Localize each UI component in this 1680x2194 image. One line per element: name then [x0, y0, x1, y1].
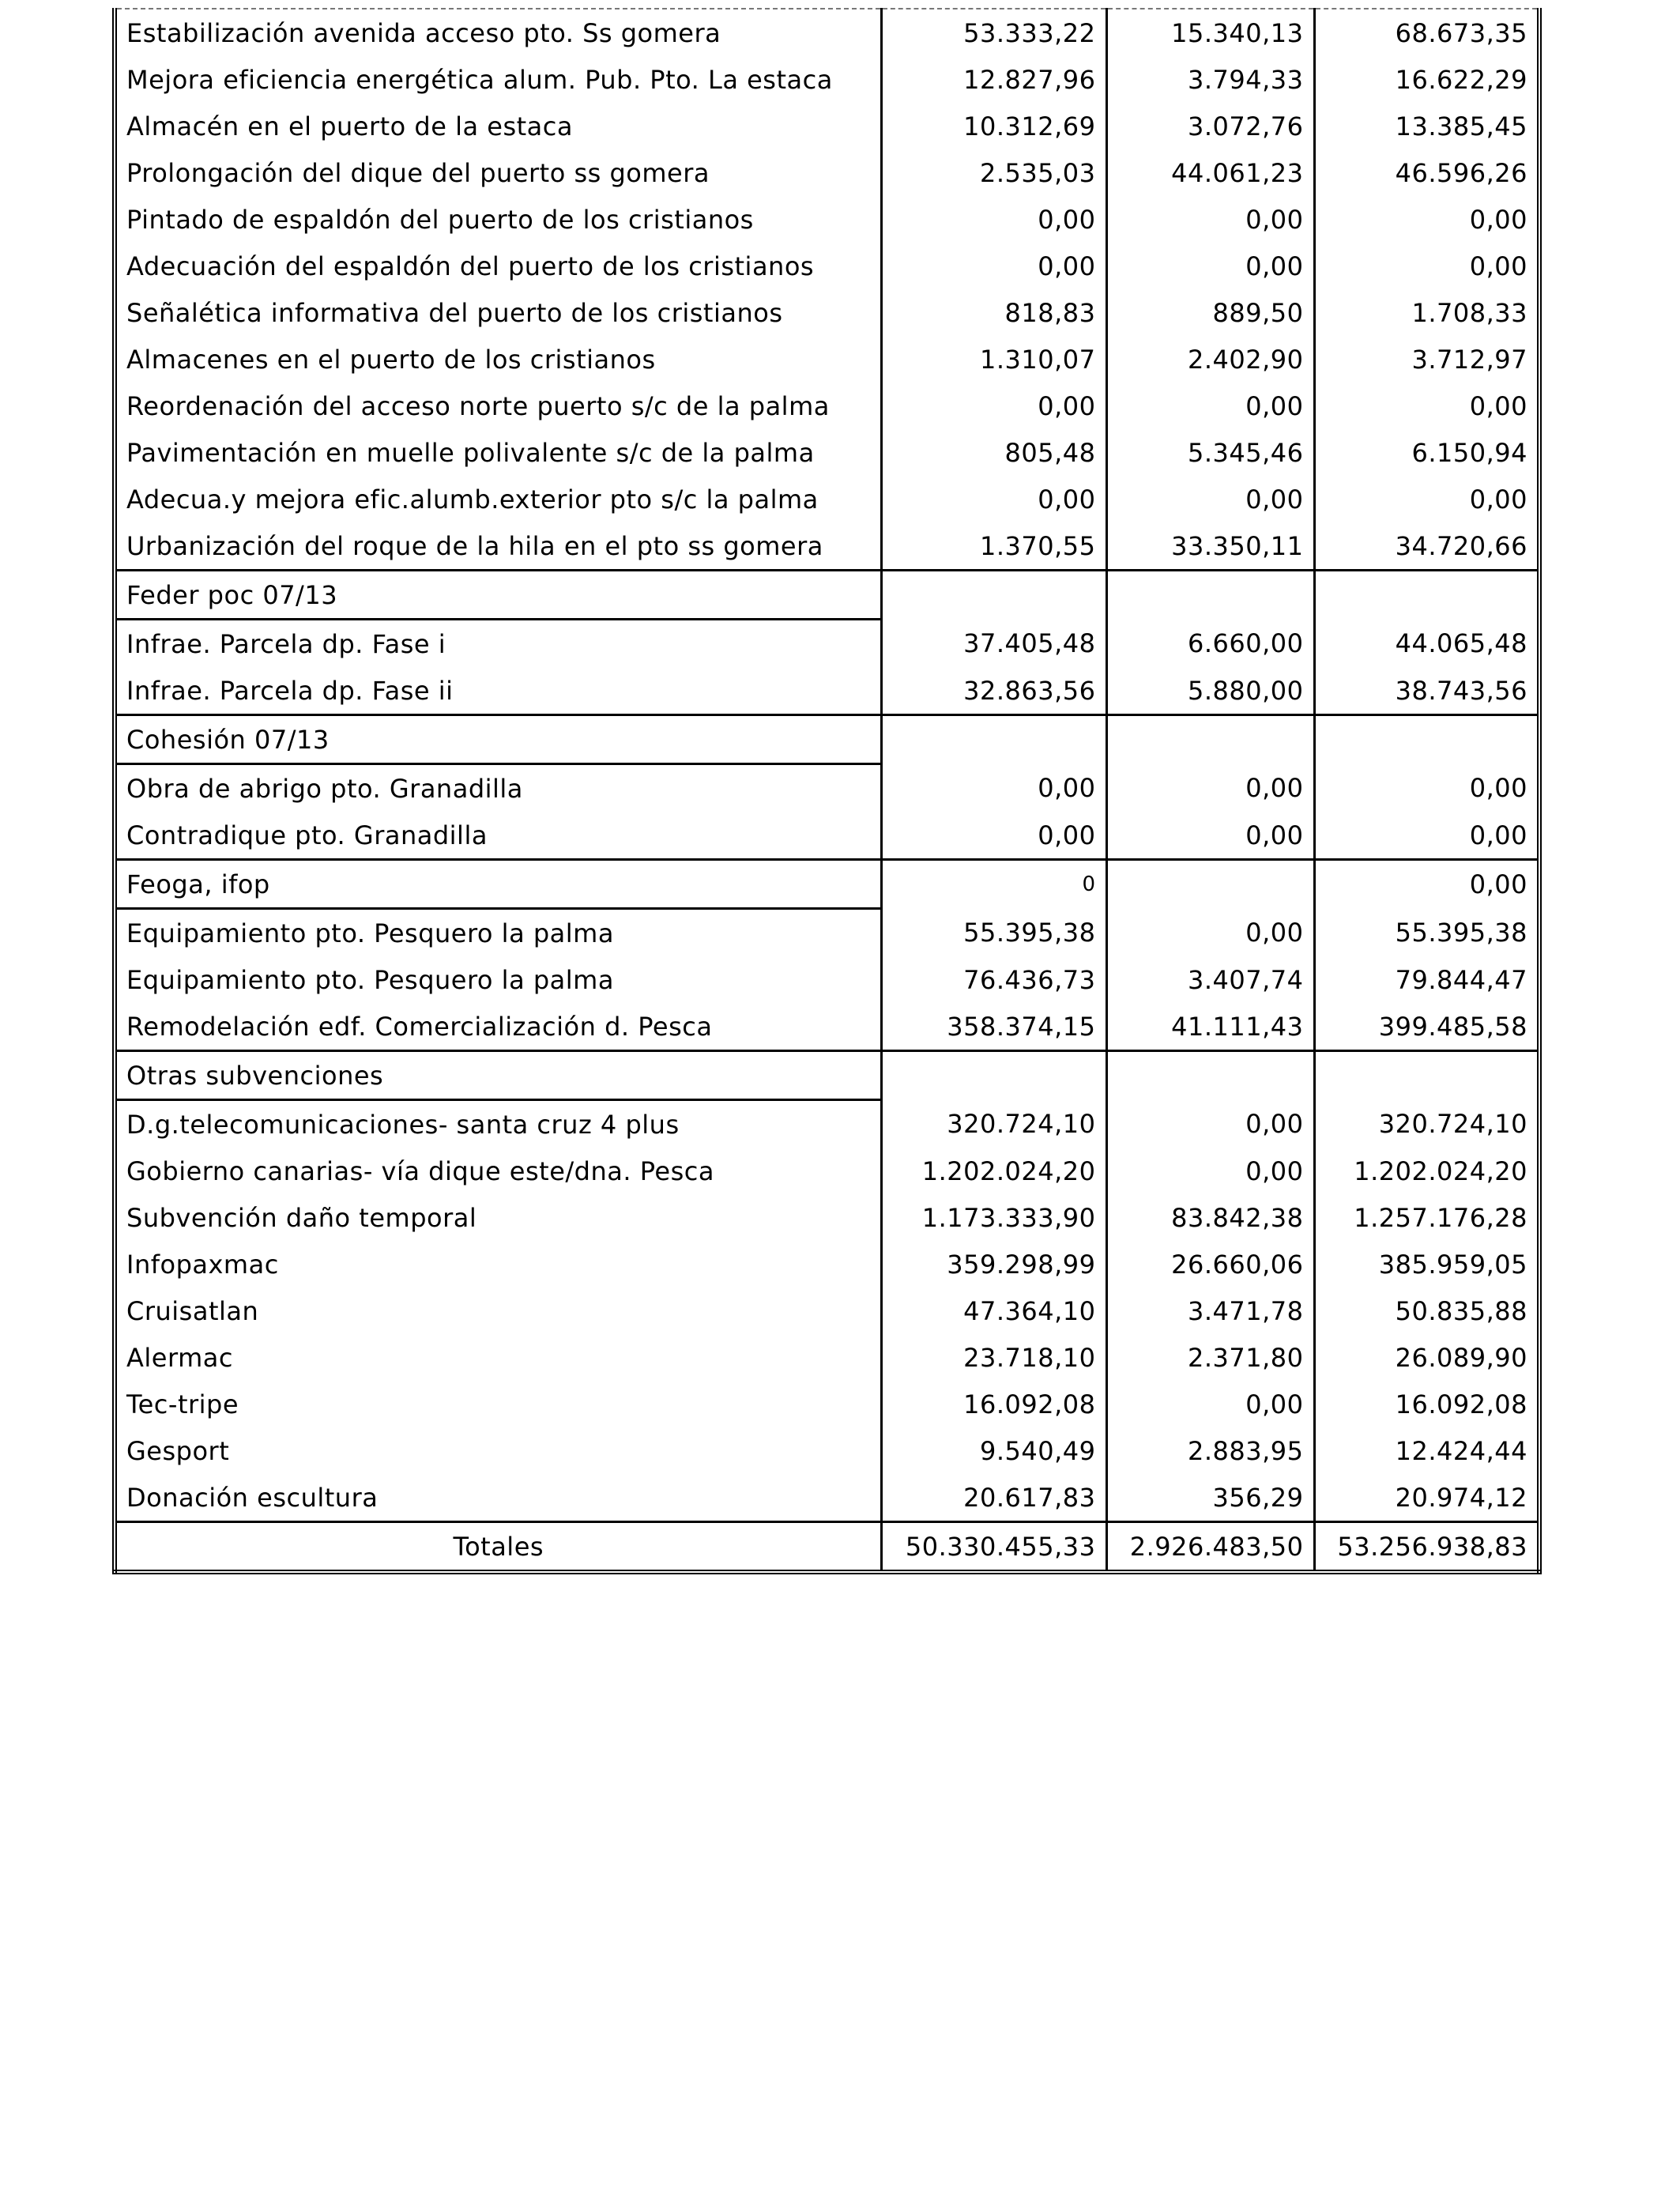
row-value-b: 2.371,80: [1106, 1334, 1314, 1381]
row-value-b: 3.072,76: [1106, 103, 1314, 149]
row-value-b: 2.402,90: [1106, 336, 1314, 383]
row-value-b: 5.345,46: [1106, 429, 1314, 476]
totals-value-c: 53.256.938,83: [1314, 1522, 1539, 1573]
row-value-c: 12.424,44: [1314, 1427, 1539, 1474]
section-value-c: [1314, 571, 1539, 620]
row-value-b: 3.407,74: [1106, 956, 1314, 1003]
table-row: [115, 429, 1539, 476]
row-value-b: 0,00: [1106, 476, 1314, 522]
row-value-a: 47.364,10: [881, 1287, 1106, 1334]
row-description: Contradique pto. Granadilla: [115, 812, 881, 860]
row-value-a: 0,00: [881, 476, 1106, 522]
table-row: [115, 956, 1539, 1003]
row-value-b: 0,00: [1106, 1381, 1314, 1427]
row-value-b: 3.794,33: [1106, 56, 1314, 103]
row-value-b: 3.471,78: [1106, 1287, 1314, 1334]
row-description: Donación escultura: [115, 1474, 881, 1522]
row-value-a: 2.535,03: [881, 149, 1106, 196]
row-value-a: 1.173.333,90: [881, 1194, 1106, 1241]
row-description: Prolongación del dique del puerto ss gomera: [115, 149, 881, 196]
row-value-c: 0,00: [1314, 196, 1539, 243]
row-value-c: 16.622,29: [1314, 56, 1539, 103]
row-value-b: 0,00: [1106, 764, 1314, 812]
subsidies-table: [112, 8, 1542, 1574]
row-value-c: 1.257.176,28: [1314, 1194, 1539, 1241]
row-value-a: 53.333,22: [881, 9, 1106, 56]
row-value-c: 46.596,26: [1314, 149, 1539, 196]
row-value-a: 0,00: [881, 383, 1106, 429]
row-value-a: 76.436,73: [881, 956, 1106, 1003]
section-value-b: [1106, 860, 1314, 909]
row-value-c: 34.720,66: [1314, 522, 1539, 571]
row-value-a: 0,00: [881, 196, 1106, 243]
row-value-c: 320.724,10: [1314, 1100, 1539, 1148]
row-value-b: 41.111,43: [1106, 1003, 1314, 1051]
row-value-b: 0,00: [1106, 909, 1314, 957]
row-value-b: 0,00: [1106, 1148, 1314, 1194]
table-body: [115, 9, 1539, 1572]
row-value-c: 79.844,47: [1314, 956, 1539, 1003]
row-description: Adecua.y mejora efic.alumb.exterior pto s/c la palma: [115, 476, 881, 522]
row-value-c: 16.092,08: [1314, 1381, 1539, 1427]
row-description: D.g.telecomunicaciones- santa cruz 4 plus: [115, 1100, 881, 1148]
table-row: [115, 289, 1539, 336]
row-value-c: 1.708,33: [1314, 289, 1539, 336]
row-value-c: 1.202.024,20: [1314, 1148, 1539, 1194]
totals-value-a: 50.330.455,33: [881, 1522, 1106, 1573]
row-value-a: 359.298,99: [881, 1241, 1106, 1287]
row-value-c: 44.065,48: [1314, 620, 1539, 668]
row-value-b: 0,00: [1106, 1100, 1314, 1148]
row-description: Señalética informativa del puerto de los cristianos: [115, 289, 881, 336]
row-value-a: 37.405,48: [881, 620, 1106, 668]
row-description: Estabilización avenida acceso pto. Ss gomera: [115, 9, 881, 56]
section-value-c: [1314, 715, 1539, 764]
row-value-c: 3.712,97: [1314, 336, 1539, 383]
table-row: [115, 522, 1539, 571]
row-value-c: 0,00: [1314, 812, 1539, 860]
row-description: Gobierno canarias- vía dique este/dna. Pesca: [115, 1148, 881, 1194]
row-description: Remodelación edf. Comercialización d. Pesca: [115, 1003, 881, 1051]
totals-value-b: 2.926.483,50: [1106, 1522, 1314, 1573]
table-row: [115, 149, 1539, 196]
section-title: Otras subvenciones: [115, 1051, 881, 1100]
table-row: [115, 1100, 1539, 1148]
row-description: Almacén en el puerto de la estaca: [115, 103, 881, 149]
row-description: Cruisatlan: [115, 1287, 881, 1334]
row-value-a: 0,00: [881, 243, 1106, 289]
row-value-b: 26.660,06: [1106, 1241, 1314, 1287]
section-title: Cohesión 07/13: [115, 715, 881, 764]
row-value-b: 5.880,00: [1106, 667, 1314, 715]
row-value-c: 6.150,94: [1314, 429, 1539, 476]
row-value-b: 2.883,95: [1106, 1427, 1314, 1474]
row-description: Tec-tripe: [115, 1381, 881, 1427]
row-description: Equipamiento pto. Pesquero la palma: [115, 909, 881, 957]
table-row: [115, 383, 1539, 429]
totals-row: [115, 1522, 1539, 1573]
table-row: [115, 812, 1539, 860]
row-value-a: 818,83: [881, 289, 1106, 336]
row-value-b: 83.842,38: [1106, 1194, 1314, 1241]
row-value-c: 68.673,35: [1314, 9, 1539, 56]
section-header-row: [115, 860, 1539, 909]
table-row: [115, 1287, 1539, 1334]
section-header-row: [115, 1051, 1539, 1100]
table-row: [115, 620, 1539, 668]
row-value-a: 1.202.024,20: [881, 1148, 1106, 1194]
row-value-b: 15.340,13: [1106, 9, 1314, 56]
row-description: Reordenación del acceso norte puerto s/c de la palma: [115, 383, 881, 429]
section-header-row: [115, 571, 1539, 620]
row-value-c: 0,00: [1314, 243, 1539, 289]
table-row: [115, 243, 1539, 289]
row-description: Infrae. Parcela dp. Fase i: [115, 620, 881, 668]
row-description: Infopaxmac: [115, 1241, 881, 1287]
row-value-c: 0,00: [1314, 383, 1539, 429]
section-value-a: [881, 715, 1106, 764]
table-row: [115, 1334, 1539, 1381]
row-value-b: 44.061,23: [1106, 149, 1314, 196]
section-value-a: 0: [881, 860, 1106, 909]
table-row: [115, 103, 1539, 149]
row-description: Obra de abrigo pto. Granadilla: [115, 764, 881, 812]
row-value-b: 33.350,11: [1106, 522, 1314, 571]
table-row: [115, 1474, 1539, 1522]
table-row: [115, 1427, 1539, 1474]
table-row: [115, 476, 1539, 522]
row-value-c: 13.385,45: [1314, 103, 1539, 149]
row-value-c: 50.835,88: [1314, 1287, 1539, 1334]
row-value-a: 1.310,07: [881, 336, 1106, 383]
section-value-b: [1106, 715, 1314, 764]
section-title: Feoga, ifop: [115, 860, 881, 909]
row-description: Adecuación del espaldón del puerto de los cristianos: [115, 243, 881, 289]
row-value-c: 26.089,90: [1314, 1334, 1539, 1381]
table-row: [115, 56, 1539, 103]
row-description: Pintado de espaldón del puerto de los cristianos: [115, 196, 881, 243]
table-row: [115, 764, 1539, 812]
table-row: [115, 1241, 1539, 1287]
section-value-b: [1106, 571, 1314, 620]
row-description: Equipamiento pto. Pesquero la palma: [115, 956, 881, 1003]
section-value-a: [881, 1051, 1106, 1100]
section-value-b: [1106, 1051, 1314, 1100]
row-value-a: 20.617,83: [881, 1474, 1106, 1522]
row-value-c: 38.743,56: [1314, 667, 1539, 715]
totals-label: Totales: [115, 1522, 881, 1573]
row-description: Pavimentación en muelle polivalente s/c de la palma: [115, 429, 881, 476]
table-row: [115, 9, 1539, 56]
table-row: [115, 1003, 1539, 1051]
table-row: [115, 1148, 1539, 1194]
row-value-a: 16.092,08: [881, 1381, 1106, 1427]
row-value-b: 0,00: [1106, 196, 1314, 243]
row-value-a: 805,48: [881, 429, 1106, 476]
row-value-a: 0,00: [881, 764, 1106, 812]
row-value-c: 55.395,38: [1314, 909, 1539, 957]
row-value-a: 9.540,49: [881, 1427, 1106, 1474]
table-row: [115, 1381, 1539, 1427]
section-value-a: [881, 571, 1106, 620]
row-value-c: 385.959,05: [1314, 1241, 1539, 1287]
section-value-c: [1314, 1051, 1539, 1100]
row-value-c: 0,00: [1314, 764, 1539, 812]
row-value-b: 6.660,00: [1106, 620, 1314, 668]
row-value-b: 0,00: [1106, 243, 1314, 289]
row-description: Mejora eficiencia energética alum. Pub. Pto. La estaca: [115, 56, 881, 103]
row-value-a: 0,00: [881, 812, 1106, 860]
row-value-a: 23.718,10: [881, 1334, 1106, 1381]
row-value-b: 889,50: [1106, 289, 1314, 336]
section-title: Feder poc 07/13: [115, 571, 881, 620]
row-value-a: 55.395,38: [881, 909, 1106, 957]
row-description: Gesport: [115, 1427, 881, 1474]
section-value-c: 0,00: [1314, 860, 1539, 909]
row-value-c: 399.485,58: [1314, 1003, 1539, 1051]
table-row: [115, 667, 1539, 715]
row-description: Infrae. Parcela dp. Fase ii: [115, 667, 881, 715]
table-row: [115, 1194, 1539, 1241]
row-value-c: 20.974,12: [1314, 1474, 1539, 1522]
table-row: [115, 909, 1539, 957]
row-description: Urbanización del roque de la hila en el pto ss gomera: [115, 522, 881, 571]
table-row: [115, 196, 1539, 243]
table-row: [115, 336, 1539, 383]
row-description: Subvención daño temporal: [115, 1194, 881, 1241]
row-value-a: 320.724,10: [881, 1100, 1106, 1148]
row-description: Almacenes en el puerto de los cristianos: [115, 336, 881, 383]
row-value-b: 0,00: [1106, 812, 1314, 860]
row-value-b: 356,29: [1106, 1474, 1314, 1522]
row-value-a: 358.374,15: [881, 1003, 1106, 1051]
section-header-row: [115, 715, 1539, 764]
row-value-b: 0,00: [1106, 383, 1314, 429]
row-value-a: 32.863,56: [881, 667, 1106, 715]
row-value-a: 12.827,96: [881, 56, 1106, 103]
row-value-c: 0,00: [1314, 476, 1539, 522]
row-value-a: 1.370,55: [881, 522, 1106, 571]
row-description: Alermac: [115, 1334, 881, 1381]
row-value-a: 10.312,69: [881, 103, 1106, 149]
